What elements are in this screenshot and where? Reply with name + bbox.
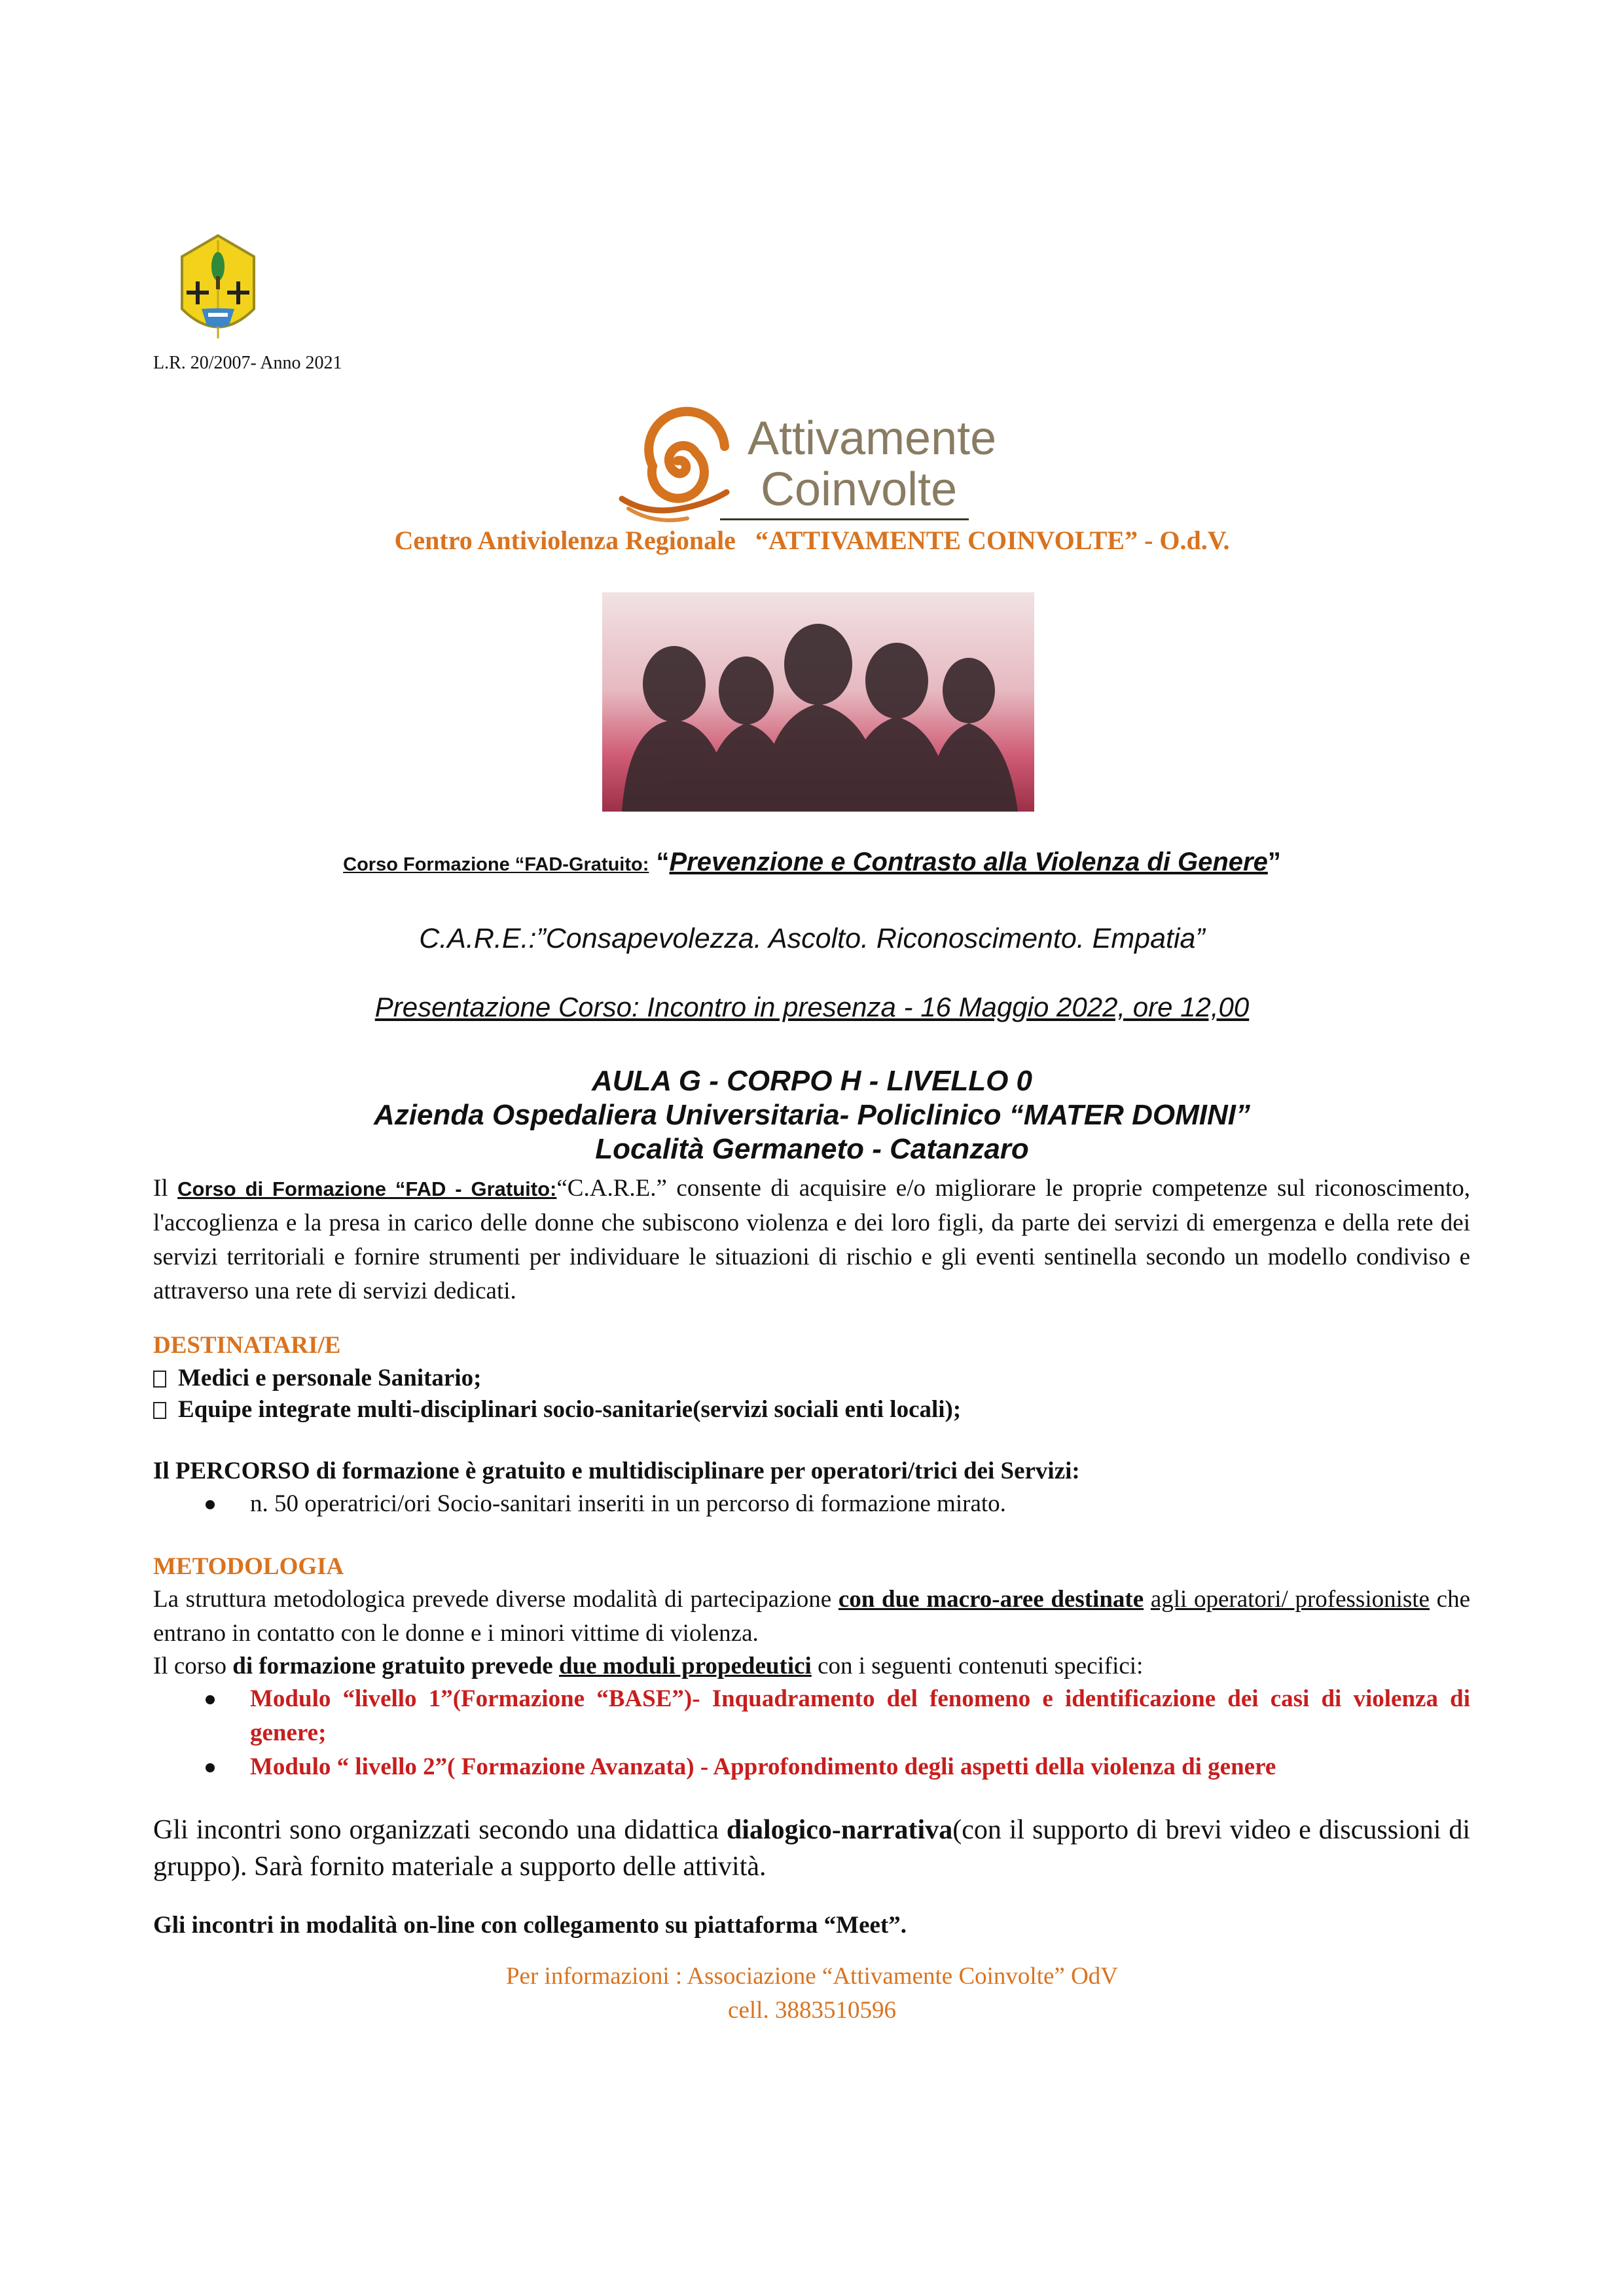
law-reference: L.R. 20/2007- Anno 2021 (153, 353, 342, 373)
bullet-dot-icon (206, 1500, 215, 1509)
info-line: Per informazioni : Associazione “Attivamente Coinvolte” OdV (505, 1963, 1119, 1990)
list-item (153, 1682, 1470, 1750)
intro-course-name: Corso di Formazione “FAD - Gratuito: (177, 1177, 557, 1200)
checkbox-bullet-icon (153, 1371, 166, 1388)
logo-text-line1: Attivamente (748, 412, 997, 465)
center-title: Centro Antiviolenza Regionale “ATTIVAMENTE COINVOLTE” - O.d.V. (394, 526, 1230, 555)
group-silhouettes-image (602, 592, 1034, 812)
destinatari-item-text: Equipe integrate multi-disciplinari socio-sanitarie(servizi sociali enti locali); (178, 1396, 962, 1423)
course-close-quote: ” (1267, 848, 1281, 876)
meetings-paragraph (153, 1812, 1470, 1885)
logo-text-line2: Coinvolte (761, 463, 958, 516)
course-open-quote: “ (649, 848, 670, 876)
metodologia-p2-b: di formazione gratuito prevede (232, 1653, 559, 1679)
intro-lead: Il (153, 1175, 178, 1202)
module-1-text: Modulo “livello 1”(Formazione “BASE”)- Inquadramento del fenomeno e identificazione dei casi di violenza di genere; (250, 1685, 1470, 1746)
phone-line: cell. 3883510596 (728, 1997, 896, 2024)
spiral-logo-icon (609, 401, 746, 531)
destinatari-heading: DESTINATARI/E (153, 1332, 341, 1359)
list-item (153, 1750, 1470, 1784)
metodologia-paragraph-2 (153, 1649, 1470, 1683)
logo-underline (720, 518, 969, 520)
metodologia-p1-c (1144, 1586, 1151, 1613)
location-line-2: Azienda Ospedaliera Universitaria- Policlinico “MATER DOMINI” (373, 1099, 1251, 1131)
metodologia-p2-c: due moduli propedeutici (558, 1653, 812, 1679)
destinatari-item-1 (153, 1361, 481, 1395)
meetings-p-a: Gli incontri sono organizzati secondo una didattica (153, 1815, 727, 1845)
bullet-dot-icon (206, 1763, 215, 1772)
destinatari-item-text: Medici e personale Sanitario; (178, 1365, 482, 1391)
course-prefix: Corso Formazione “FAD-Gratuito: (343, 854, 649, 875)
care-subtitle: C.A.R.E.:”Consapevolezza. Ascolto. Riconoscimento. Empatia” (419, 923, 1205, 954)
intro-paragraph (153, 1172, 1470, 1308)
percorso-heading: Il PERCORSO di formazione è gratuito e multidisciplinare per operatori/trici dei Servizi: (153, 1458, 1080, 1484)
list-item (153, 1487, 1470, 1521)
location-line-3: Località Germaneto - Catanzaro (595, 1133, 1029, 1165)
percorso-item-text: n. 50 operatrici/ori Socio-sanitari inseriti in un percorso di formazione mirato. (250, 1490, 1006, 1517)
meetings-p-c: (con il supporto di brevi video e discussioni di gruppo). Sarà fornito materiale a supporto delle attività. (153, 1815, 1470, 1882)
metodologia-p2-d: con i seguenti contenuti specifici: (811, 1653, 1144, 1679)
metodologia-p1-b: con due macro-aree destinate (838, 1586, 1144, 1613)
modules-list (153, 1682, 1470, 1784)
metodologia-p1-d: agli operatori/ professioniste (1150, 1586, 1430, 1613)
presentation-line: Presentazione Corso: Incontro in presenza - 16 Maggio 2022, ore 12,00 (374, 992, 1250, 1022)
metodologia-p1-e: che entrano in contatto con le donne e i minori vittime di violenza. (153, 1586, 1470, 1647)
association-logo (609, 401, 1008, 531)
metodologia-paragraph-1 (153, 1583, 1470, 1651)
metodologia-heading: METODOLOGIA (153, 1553, 344, 1580)
online-note: Gli incontri in modalità on-line con collegamento su piattaforma “Meet”. (153, 1912, 907, 1939)
location-line-1: AULA G - CORPO H - LIVELLO 0 (591, 1065, 1033, 1097)
course-title-line (0, 846, 1624, 884)
metodologia-p1-a: La struttura metodologica prevede diverse modalità di partecipazione (153, 1586, 839, 1613)
checkbox-bullet-icon (153, 1402, 166, 1419)
region-emblem-icon (169, 230, 267, 348)
meetings-p-b: dialogico-narrativa (726, 1815, 953, 1845)
metodologia-p2-a: Il corso (153, 1653, 233, 1679)
module-2-text: Modulo “ livello 2”( Formazione Avanzata) - Approfondimento degli aspetti della violenza di genere (250, 1753, 1276, 1780)
bullet-dot-icon (206, 1695, 215, 1704)
course-title: Prevenzione e Contrasto alla Violenza di Genere (669, 848, 1268, 876)
percorso-list (153, 1487, 1470, 1521)
destinatari-item-2 (153, 1393, 961, 1427)
intro-rest: “C.A.R.E.” consente di acquisire e/o migliorare le proprie competenze sul riconoscimento, l'accoglienza e la presa in carico delle donne che subiscono violenza e dei loro figli, da parte dei servizi di emergenza e della rete dei servizi territoriali e fornire strumenti per individuare le situazioni di rischio e gli eventi sentinella secondo un modello condiviso e attraverso una rete di servizi dedicati. (153, 1175, 1471, 1304)
